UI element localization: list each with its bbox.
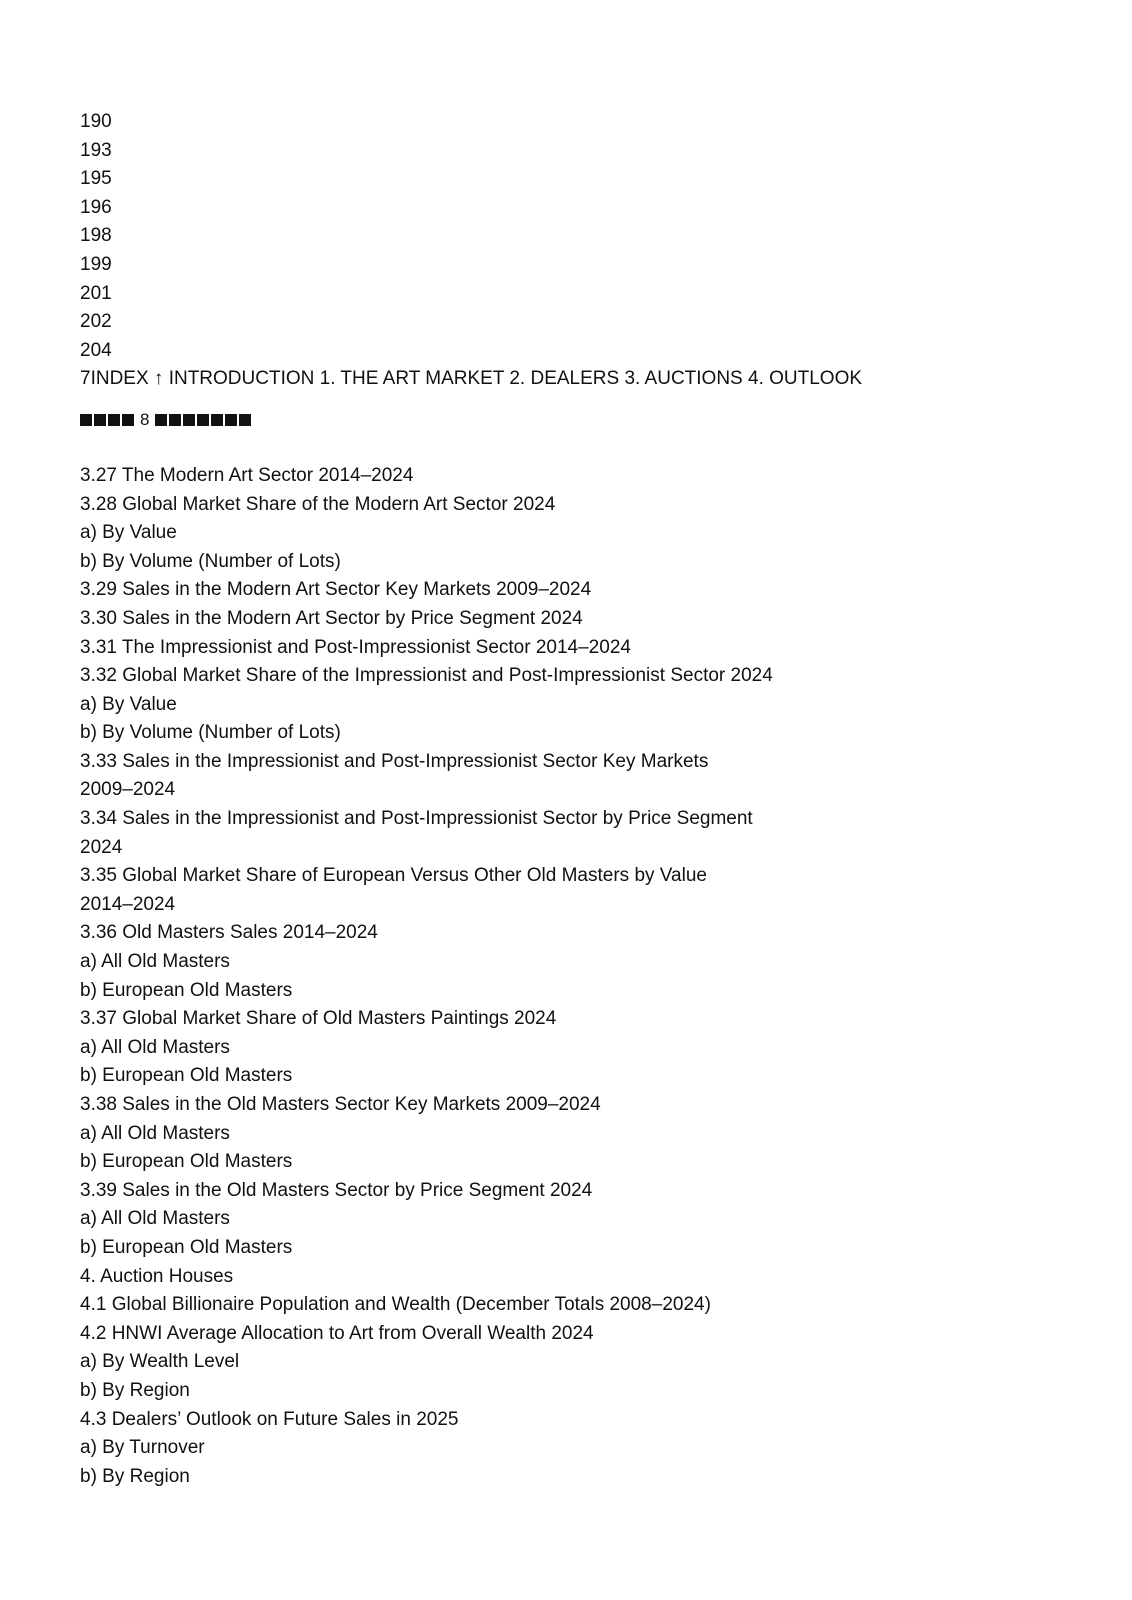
toc-entry: 4.2 HNWI Average Allocation to Art from Overall Wealth 2024 bbox=[80, 1322, 594, 1344]
toc-entry: a) All Old Masters bbox=[80, 951, 230, 973]
toc-entry: a) By Wealth Level bbox=[80, 1351, 240, 1373]
page-number: 195 bbox=[80, 168, 112, 190]
toc-entry: 2009–2024 bbox=[80, 779, 176, 801]
toc-entry: 4.1 Global Billionaire Population and Wealth (December Totals 2008–2024) bbox=[80, 1294, 711, 1316]
toc-entry: 3.33 Sales in the Impressionist and Post-Impressionist Sector Key Markets bbox=[80, 750, 709, 772]
block-glyph-icon bbox=[122, 414, 134, 426]
toc-entry: 4.3 Dealers’ Outlook on Future Sales in 2025 bbox=[80, 1408, 459, 1430]
block-glyph-icon bbox=[155, 414, 167, 426]
block-glyph-icon bbox=[108, 414, 120, 426]
toc-entry: a) All Old Masters bbox=[80, 1208, 230, 1230]
toc-entry: a) By Turnover bbox=[80, 1437, 205, 1459]
section-nav bbox=[80, 365, 1080, 394]
nav-link-auctions[interactable]: 3. AUCTIONS bbox=[624, 368, 743, 390]
block-glyph-icon bbox=[225, 414, 237, 426]
page-number-list bbox=[80, 108, 1080, 365]
block-glyph-icon bbox=[94, 414, 106, 426]
toc-entry: a) All Old Masters bbox=[80, 1122, 230, 1144]
page-number: 190 bbox=[80, 111, 112, 132]
toc-entry: 3.35 Global Market Share of European Versus Other Old Masters by Value bbox=[80, 865, 707, 887]
toc-entry: 4. Auction Houses bbox=[80, 1265, 234, 1287]
page-number: 199 bbox=[80, 253, 112, 275]
nav-link-introduction[interactable]: INTRODUCTION bbox=[168, 368, 315, 390]
table-of-contents bbox=[80, 462, 1080, 1491]
block-glyph-icon bbox=[211, 414, 223, 426]
block-glyph-icon bbox=[183, 414, 195, 426]
toc-entry: 3.27 The Modern Art Sector 2014–2024 bbox=[80, 464, 414, 486]
spacer bbox=[80, 434, 1080, 462]
toc-entry: a) All Old Masters bbox=[80, 1036, 230, 1058]
toc-entry: b) European Old Masters bbox=[80, 1236, 293, 1258]
page-number: 204 bbox=[80, 339, 112, 361]
page-number: 201 bbox=[80, 282, 112, 304]
block-glyph-icon bbox=[239, 414, 251, 426]
toc-entry: 3.30 Sales in the Modern Art Sector by Price Segment 2024 bbox=[80, 607, 583, 629]
toc-entry: 3.36 Old Masters Sales 2014–2024 bbox=[80, 922, 378, 944]
block-glyph-icon bbox=[80, 414, 92, 426]
toc-entry: 2024 bbox=[80, 836, 123, 858]
nav-index-link[interactable]: 7INDEX bbox=[80, 368, 149, 390]
document-page bbox=[80, 108, 1080, 1491]
current-page-number: 8 bbox=[140, 409, 150, 429]
nav-link-dealers[interactable]: 2. DEALERS bbox=[509, 368, 620, 390]
toc-entry: a) By Value bbox=[80, 522, 177, 544]
toc-entry: a) By Value bbox=[80, 693, 177, 715]
toc-entry: b) European Old Masters bbox=[80, 1065, 293, 1087]
toc-entry: b) By Region bbox=[80, 1465, 190, 1487]
toc-entry: b) European Old Masters bbox=[80, 979, 293, 1001]
toc-entry: b) European Old Masters bbox=[80, 1151, 293, 1173]
page-number: 196 bbox=[80, 196, 112, 218]
toc-entry: 3.37 Global Market Share of Old Masters Paintings 2024 bbox=[80, 1008, 557, 1030]
toc-entry: 3.38 Sales in the Old Masters Sector Key Markets 2009–2024 bbox=[80, 1094, 601, 1115]
toc-entry: 2014–2024 bbox=[80, 893, 176, 915]
block-glyph-icon bbox=[197, 414, 209, 426]
toc-entry: b) By Volume (Number of Lots) bbox=[80, 722, 341, 744]
nav-link-art-market[interactable]: 1. THE ART MARKET bbox=[319, 368, 505, 390]
left-block-glyphs bbox=[80, 414, 134, 426]
toc-entry: 3.31 The Impressionist and Post-Impressionist Sector 2014–2024 bbox=[80, 636, 631, 658]
right-block-glyphs bbox=[155, 414, 251, 426]
toc-entry: 3.32 Global Market Share of the Impressionist and Post-Impressionist Sector 2024 bbox=[80, 665, 773, 687]
page-marker bbox=[80, 406, 1080, 434]
page-number: 202 bbox=[80, 311, 112, 333]
toc-entry: 3.28 Global Market Share of the Modern Art Sector 2024 bbox=[80, 493, 556, 515]
block-glyph-icon bbox=[169, 414, 181, 426]
up-arrow-icon[interactable]: ↑ bbox=[153, 368, 164, 390]
page-number: 193 bbox=[80, 139, 112, 161]
toc-entry: 3.34 Sales in the Impressionist and Post-Impressionist Sector by Price Segment bbox=[80, 808, 753, 830]
page-number: 198 bbox=[80, 225, 112, 247]
toc-entry: b) By Region bbox=[80, 1379, 190, 1401]
nav-link-outlook[interactable]: 4. OUTLOOK bbox=[748, 368, 863, 390]
toc-entry: 3.29 Sales in the Modern Art Sector Key Markets 2009–2024 bbox=[80, 579, 592, 601]
toc-entry: 3.39 Sales in the Old Masters Sector by Price Segment 2024 bbox=[80, 1179, 593, 1201]
toc-entry: b) By Volume (Number of Lots) bbox=[80, 550, 341, 572]
